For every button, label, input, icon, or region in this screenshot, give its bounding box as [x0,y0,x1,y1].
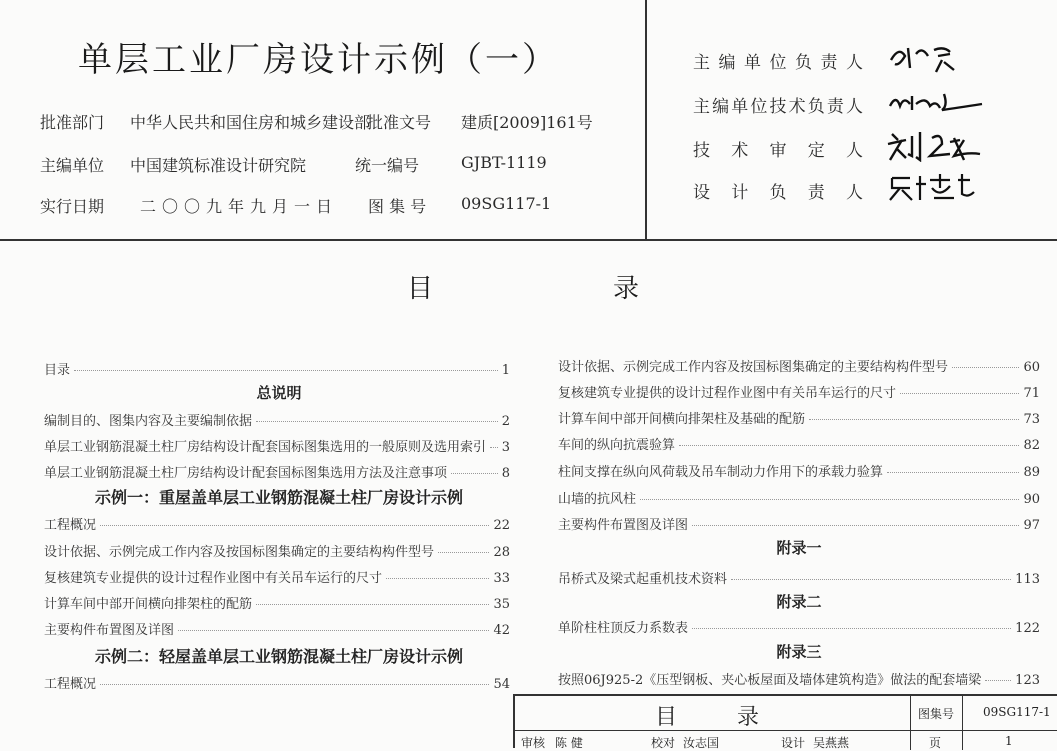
reviewer-name: 陈 健 [555,736,583,750]
toc-entry[interactable]: 山墙的抗风柱 90 [558,492,1040,507]
toc-entry[interactable]: 单层工业钢筋混凝土柱厂房结构设计配套国标图集选用方法及注意事项 8 [44,466,510,481]
section-heading-general: 总说明 [256,384,302,402]
toc-entry[interactable]: 目录 1 [44,363,510,378]
toc-entry[interactable]: 复核建筑专业提供的设计过程作业图中有关吊车运行的尺寸 71 [558,386,1040,401]
header-divider [645,0,647,240]
toc-entry[interactable]: 计算车间中部开间横向排架柱及基础的配筋 73 [558,412,1040,427]
designer-label: 设计 [781,736,806,750]
page-label: 页 [929,736,942,750]
toc-entry[interactable]: 单阶柱柱顶反力系数表 122 [558,621,1040,636]
toc-entry[interactable]: 计算车间中部开间横向排架柱的配筋 35 [44,597,510,612]
atlas-no-label: 图 集 号 [368,197,427,216]
approval-dept-label: 批准部门 [40,113,105,132]
effective-date-value: 二〇〇九年九月一日 [140,197,339,216]
section-heading-example-1: 示例一：重屋盖单层工业钢筋混凝土柱厂房设计示例 [94,488,463,507]
section-heading-example-2: 示例二：轻屋盖单层工业钢筋混凝土柱厂房设计示例 [94,647,463,666]
signature-2 [886,84,996,118]
toc-entry[interactable]: 柱间支撑在纵向风荷载及吊车制动力作用下的承载力验算 89 [558,465,1040,480]
reviewer-label: 审核 [521,736,546,750]
atlas-no-value: 09SG117-1 [983,705,1051,719]
appendix-1-heading: 附录一 [776,539,822,557]
toc-entry[interactable]: 吊桥式及梁式起重机技术资料 113 [558,572,1040,587]
toc-entry[interactable]: 复核建筑专业提供的设计过程作业图中有关吊车运行的尺寸 33 [44,571,510,586]
toc-title-right: 录 [613,274,640,304]
toc-entry[interactable]: 编制目的、图集内容及主要编制依据 2 [44,414,510,429]
title-block: 单层工业厂房设计示例（一） 批准部门 中华人民共和国住房和城乡建设部 批准文号 建质[2009]161号 主编单位 中国建筑标准设计研究院 统一编号 GJBT-1119 实行日期 二〇〇九年九月一日 图 集 号 09SG117-1 主 编 单 位 负 责 人 主 编 单 位 技 术 负 责 人 技 术 审 定 人 设 计 负 责 人 [0,0,1057,241]
toc-entry[interactable]: 主要构件布置图及详图 42 [44,623,510,638]
unified-no-label: 统一编号 [355,156,420,175]
appendix-2-heading: 附录二 [776,593,822,611]
toc-entry[interactable]: 工程概况 54 [44,677,510,692]
atlas-title: 单层工业厂房设计示例（一） [78,40,559,80]
toc-entry[interactable]: 单层工业钢筋混凝土柱厂房结构设计配套国标图集选用的一般原则及选用索引 3 [44,440,510,455]
atlas-no-label: 图集号 [918,707,955,721]
toc-entry[interactable]: 设计依据、示例完成工作内容及按国标图集确定的主要结构构件型号 60 [558,360,1040,375]
checker-name: 汝志国 [683,736,720,750]
editor-unit-value: 中国建筑标准设计研究院 [130,156,307,175]
toc-entry[interactable]: 按照06J925-2《压型钢板、夹心板屋面及墙体建筑构造》做法的配套墙梁 123 [558,673,1040,688]
signature-4 [886,170,996,204]
effective-date-label: 实行日期 [40,197,105,216]
toc-entry[interactable]: 车间的纵向抗震验算 82 [558,438,1040,453]
signature-1 [886,40,996,74]
stamp-title: 目录 [655,705,820,730]
toc-title-left: 目 [407,274,434,304]
designer-name: 吴燕燕 [813,736,850,750]
checker-label: 校对 [651,736,676,750]
appendix-3-heading: 附录三 [776,643,822,661]
signature-3 [886,128,996,162]
unified-no-value: GJBT-1119 [461,153,547,172]
toc-entry[interactable]: 主要构件布置图及详图 97 [558,518,1040,533]
approval-dept-value: 中华人民共和国住房和城乡建设部 [130,113,371,132]
page-number: 1 [1005,734,1013,748]
toc-entry[interactable]: 工程概况 22 [44,518,510,533]
atlas-no-value: 09SG117-1 [461,194,552,213]
toc-entry[interactable]: 设计依据、示例完成工作内容及按国标图集确定的主要结构构件型号 28 [44,545,510,560]
drawing-title-block [513,694,1057,748]
editor-unit-label: 主编单位 [40,156,105,175]
approval-doc-label: 批准文号 [367,113,432,132]
approval-doc-value: 建质[2009]161号 [461,113,593,132]
